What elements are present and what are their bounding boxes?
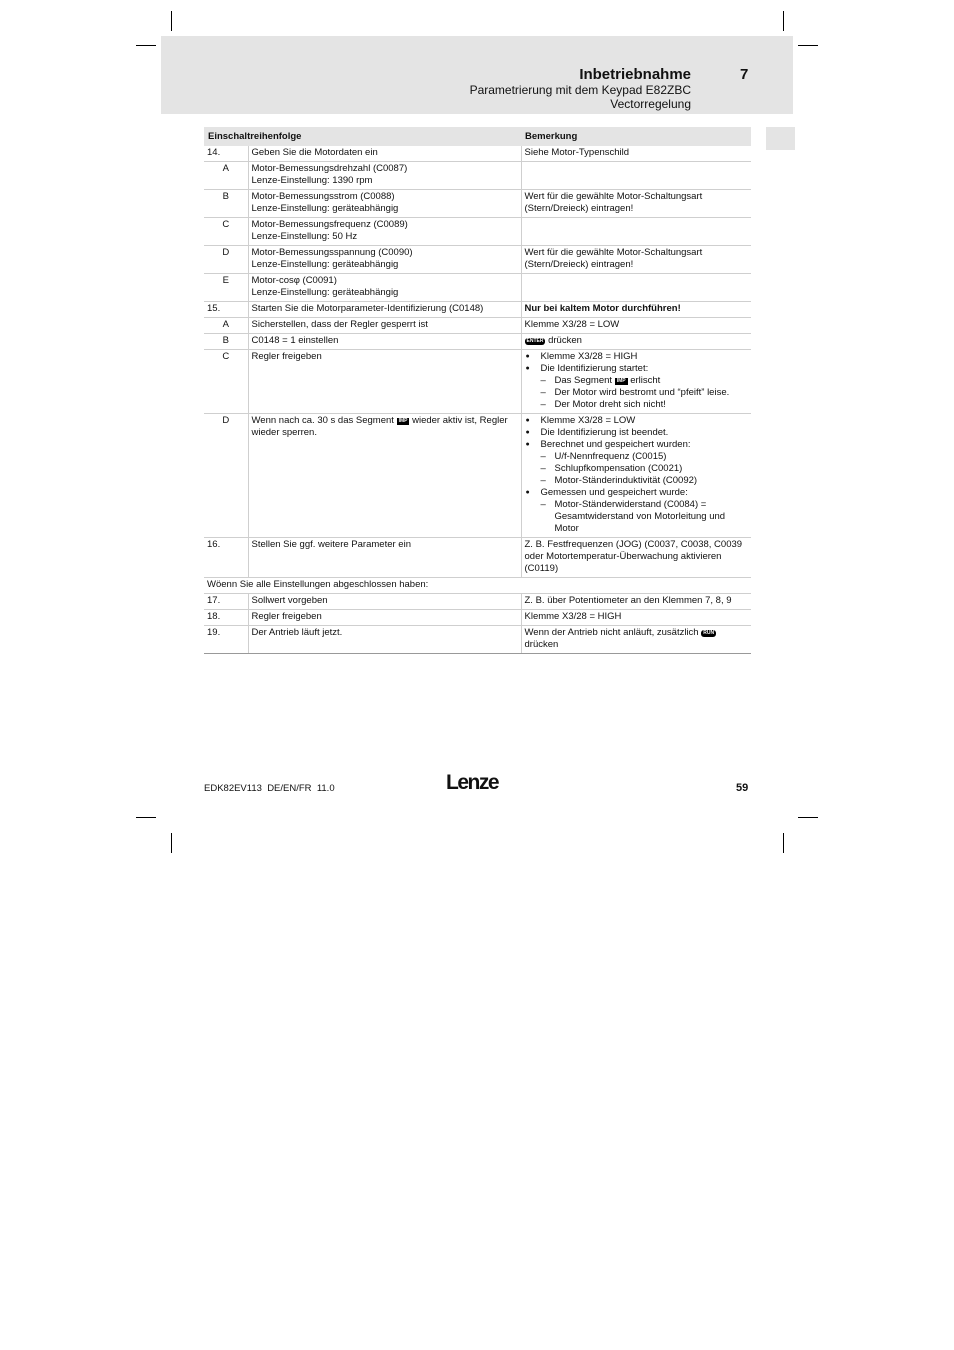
remark-text: Wenn der Antrieb nicht anläuft, zusätzlich <box>524 627 699 638</box>
step-text: Sicherstellen, dass der Regler gesperrt ist <box>248 318 521 334</box>
step-number: 15. <box>204 302 248 318</box>
substep-letter: C <box>204 350 248 414</box>
step-text <box>248 162 521 190</box>
substep-letter: A <box>204 318 248 334</box>
step-text: C0148 = 1 einstellen <box>248 334 521 350</box>
list-item-text: Die Identifizierung ist beendet. <box>540 427 669 438</box>
table-row <box>204 146 751 162</box>
dash-list <box>541 375 749 411</box>
subtitle-line: Vectorregelung <box>610 97 691 111</box>
table-row <box>204 274 751 302</box>
crop-mark <box>136 817 156 818</box>
step-remark: Z. B. über Potentiometer an den Klemmen 7, 8, 9 <box>521 594 751 610</box>
table-row <box>204 414 751 538</box>
table-row <box>204 190 751 218</box>
substep-letter: D <box>204 414 248 538</box>
list-item <box>525 363 749 411</box>
crop-mark <box>171 11 172 31</box>
list-item-text: erlischt <box>630 375 661 386</box>
remark-text: drücken <box>524 639 559 650</box>
list-item-text: Klemme X3/28 = HIGH <box>540 351 638 362</box>
list-item <box>525 487 749 535</box>
list-item <box>541 463 749 475</box>
step-remark <box>521 626 751 654</box>
substep-letter: A <box>204 162 248 190</box>
text-line: Motor-Bemessungsdrehzahl (C0087) <box>251 163 408 174</box>
substep-letter: C <box>204 218 248 246</box>
substep-letter: D <box>204 246 248 274</box>
step-remark: Nur bei kaltem Motor durchführen! <box>521 302 751 318</box>
step-remark: Wert für die gewählte Motor-Schaltungsart (Stern/Dreieck) eintragen! <box>521 190 751 218</box>
table-row <box>204 334 751 350</box>
table-row <box>204 350 751 414</box>
step-number: 19. <box>204 626 248 654</box>
text-line: Lenze-Einstellung: 50 Hz <box>251 231 358 242</box>
list-item-text: Schlupfkompensation (C0021) <box>554 463 683 474</box>
step-remark: Z. B. Festfrequenzen (JOG) (C0037, C0038, C0039 oder Motortemperatur-Überwachung aktivieren (C0119) <box>521 538 751 578</box>
table-row <box>204 318 751 334</box>
step-number: 14. <box>204 146 248 162</box>
enter-key-icon: ENTER <box>526 338 544 344</box>
text-line: Lenze-Einstellung: geräteabhängig <box>251 259 399 270</box>
list-item <box>541 475 749 487</box>
list-item <box>525 439 749 487</box>
table-row <box>204 594 751 610</box>
list-item <box>541 499 749 535</box>
procedure-table <box>204 127 751 654</box>
text-line: Lenze-Einstellung: geräteabhängig <box>251 203 399 214</box>
page-number: 59 <box>736 782 749 794</box>
text-line: Lenze-Einstellung: 1390 rpm <box>251 175 373 186</box>
list-item <box>541 451 749 463</box>
step-remark <box>521 414 751 538</box>
text-line: Motor-cosφ (C0091) <box>251 275 337 286</box>
bullet-list <box>525 351 749 411</box>
table-row <box>204 626 751 654</box>
list-item-text: Berechnet und gespeichert wurden: <box>540 439 691 450</box>
list-item-text: Klemme X3/28 = LOW <box>540 415 636 426</box>
step-remark: Siehe Motor-Typenschild <box>521 146 751 162</box>
table-row <box>204 610 751 626</box>
list-item <box>541 387 749 399</box>
dash-list <box>541 499 749 535</box>
chapter-title: Inbetriebnahme <box>579 66 691 83</box>
crop-mark <box>783 11 784 31</box>
table-row <box>204 538 751 578</box>
table-row <box>204 246 751 274</box>
dash-list <box>541 451 749 487</box>
table-row <box>204 302 751 318</box>
step-remark <box>521 334 751 350</box>
step-text: Sollwert vorgeben <box>248 594 521 610</box>
text-line: Motor-Bemessungsspannung (C0090) <box>251 247 413 258</box>
text-part: wieder aktiv ist, Regler wieder sperren. <box>251 415 508 438</box>
run-key-icon: RUN <box>703 630 715 636</box>
list-item-text: Gemessen und gespeichert wurde: <box>540 487 688 498</box>
section-note: Wöenn Sie alle Einstellungen abgeschlossen haben: <box>204 578 751 594</box>
text-line: Lenze-Einstellung: geräteabhängig <box>251 287 399 298</box>
table-row <box>204 578 751 594</box>
step-text <box>248 414 521 538</box>
table-row <box>204 218 751 246</box>
step-remark <box>521 162 751 190</box>
substep-letter: E <box>204 274 248 302</box>
list-item <box>541 399 749 411</box>
step-text: Regler freigeben <box>248 610 521 626</box>
list-item <box>525 415 749 427</box>
table-header <box>204 127 751 146</box>
text-line: Motor-Bemessungsfrequenz (C0089) <box>251 219 408 230</box>
step-text: Stellen Sie ggf. weitere Parameter ein <box>248 538 521 578</box>
list-item-text: Der Motor dreht sich nicht! <box>554 399 666 410</box>
lenze-logo: Lenze <box>446 771 499 794</box>
list-item-text: Das Segment <box>554 375 613 386</box>
step-text: Geben Sie die Motordaten ein <box>248 146 521 162</box>
crop-mark <box>136 45 156 46</box>
list-item <box>541 375 749 387</box>
step-number: 17. <box>204 594 248 610</box>
subtitle-line: Parametrierung mit dem Keypad E82ZBC <box>469 83 691 97</box>
list-item <box>525 427 749 439</box>
imp-segment-icon: IMP <box>398 418 408 424</box>
imp-segment-icon: IMP <box>616 378 626 384</box>
side-tab <box>766 127 795 150</box>
step-text: Regler freigeben <box>248 350 521 414</box>
chapter-number: 7 <box>740 66 749 83</box>
crop-mark <box>798 817 818 818</box>
document-id: EDK82EV113 DE/EN/FR 11.0 <box>204 783 335 794</box>
step-text <box>248 190 521 218</box>
step-remark: Wert für die gewählte Motor-Schaltungsart (Stern/Dreieck) eintragen! <box>521 246 751 274</box>
step-remark <box>521 218 751 246</box>
list-item-text: Motor-Ständerinduktivität (C0092) <box>554 475 698 486</box>
list-item-text: Die Identifizierung startet: <box>540 363 649 374</box>
crop-mark <box>171 833 172 853</box>
remark-text: drücken <box>548 335 582 346</box>
bullet-list <box>525 415 749 535</box>
column-header-sequence: Einschaltreihenfolge <box>204 127 521 146</box>
step-text <box>248 218 521 246</box>
text-part: Wenn nach ca. 30 s das Segment <box>251 415 394 426</box>
step-number: 16. <box>204 538 248 578</box>
list-item <box>525 351 749 363</box>
step-text: Starten Sie die Motorparameter-Identifizierung (C0148) <box>248 302 521 318</box>
list-item-text: Der Motor wird bestromt und “pfeift” leise. <box>554 387 730 398</box>
step-text <box>248 274 521 302</box>
section-subtitle <box>470 83 691 111</box>
substep-letter: B <box>204 190 248 218</box>
crop-mark <box>783 833 784 853</box>
step-remark <box>521 350 751 414</box>
text-line: Motor-Bemessungsstrom (C0088) <box>251 191 395 202</box>
substep-letter: B <box>204 334 248 350</box>
crop-mark <box>798 45 818 46</box>
step-remark: Klemme X3/28 = LOW <box>521 318 751 334</box>
table-row <box>204 162 751 190</box>
step-text <box>248 246 521 274</box>
column-header-remark: Bemerkung <box>521 127 751 146</box>
step-remark: Klemme X3/28 = HIGH <box>521 610 751 626</box>
list-item-text: U/f-Nennfrequenz (C0015) <box>554 451 667 462</box>
step-remark <box>521 274 751 302</box>
step-text: Der Antrieb läuft jetzt. <box>248 626 521 654</box>
list-item-text: Motor-Ständerwiderstand (C0084) = Gesamtwiderstand von Motorleitung und Motor <box>554 499 726 534</box>
step-number: 18. <box>204 610 248 626</box>
